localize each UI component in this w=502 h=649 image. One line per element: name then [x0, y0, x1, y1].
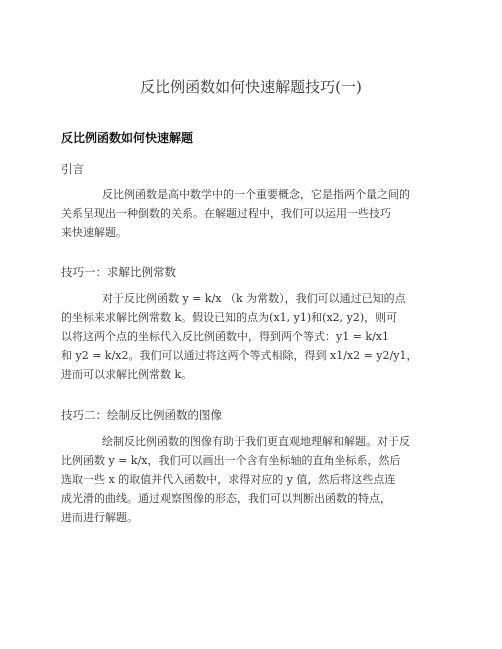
paragraph-line: 反比例函数是高中数学中的一个重要概念，它是指两个量之间的 [102, 188, 410, 201]
paragraph-line: 来快速解题。 [61, 226, 127, 239]
paragraph-line: 进而进行解题。 [61, 511, 138, 524]
paragraph-tip-two [61, 432, 461, 527]
section-label-tip-two: 技巧二：绘制反比例函数的图像 [61, 408, 222, 422]
paragraph-line: 和 y2 = k/x2。我们可以通过将这两个等式相除，得到 x1/x2 = y2/y1， [61, 349, 418, 362]
paragraph-tip-one [61, 289, 461, 384]
paragraph-line: 关系呈现出一种倒数的关系。在解题过程中，我们可以运用一些技巧 [61, 207, 391, 220]
paragraph-line: 选取一些 x 的取值并代入函数中，求得对应的 y 值，然后将这些点连 [61, 473, 396, 486]
paragraph-line: 比例函数 y = k/x，我们可以画出一个含有坐标轴的直角坐标系，然后 [61, 454, 401, 467]
paragraph-line: 以将这两个点的坐标代入反比例函数中，得到两个等式：y1 = k/x1 [61, 330, 389, 343]
paragraph-line: 成光滑的曲线。通过观察图像的形态，我们可以判断出函数的特点， [61, 492, 391, 505]
paragraph-line: 绘制反比例函数的图像有助于我们更直观地理解和解题。对于反 [102, 435, 410, 448]
paragraph-line: 对于反比例函数 y = k/x （k 为常数），我们可以通过已知的点 [102, 292, 406, 305]
section-label-tip-one: 技巧一：求解比例常数 [61, 265, 176, 279]
document-title: 反比例函数如何快速解题技巧(一) [140, 78, 362, 96]
paragraph-intro [61, 185, 461, 242]
paragraph-line: 进而可以求解比例常数 k。 [61, 368, 193, 381]
section-heading: 反比例函数如何快速解题 [61, 131, 194, 145]
paragraph-line: 的坐标来求解比例常数 k。假设已知的点为(x1, y1)和(x2, y2)，则可 [61, 311, 398, 324]
section-label-intro: 引言 [61, 162, 84, 176]
